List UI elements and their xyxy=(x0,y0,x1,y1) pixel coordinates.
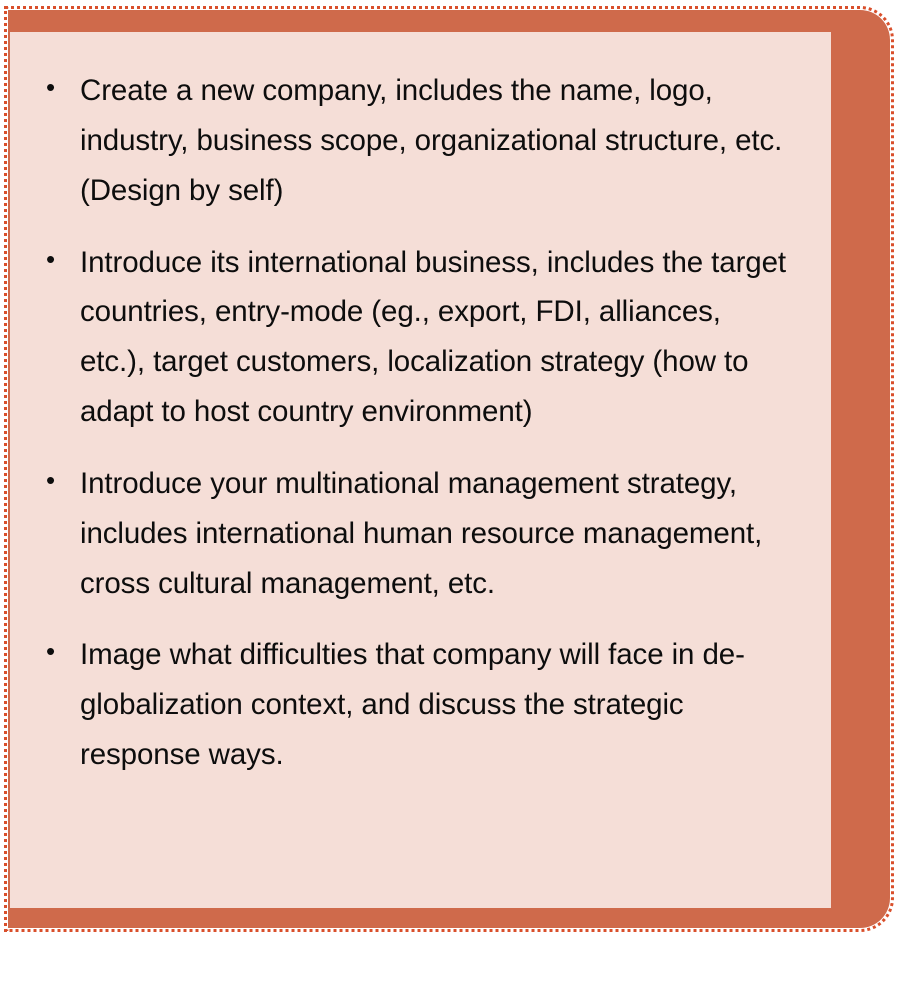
content-panel xyxy=(10,32,831,908)
bullet-icon: • xyxy=(46,72,56,102)
bullet-icon: • xyxy=(46,243,56,274)
list-item xyxy=(26,66,791,216)
bullet-text: Introduce its international business, includes the target countries, entry-mode (eg., export, FDI, alliances, etc.), target customers, localization strategy (how to adapt to host country environment) xyxy=(80,245,787,429)
list-item xyxy=(26,238,791,437)
list-item xyxy=(26,459,791,609)
bullet-text: Introduce your multinational management strategy, includes international human resource management, cross cultural management, etc. xyxy=(80,466,763,600)
bullet-icon: • xyxy=(46,636,56,667)
bullet-text: Image what difficulties that company will face in de-globalization context, and discuss the strategic response ways. xyxy=(80,638,745,772)
bullet-icon: • xyxy=(46,464,56,495)
bullet-list xyxy=(26,66,791,780)
list-item xyxy=(26,630,791,780)
bullet-text: Create a new company, includes the name, logo, industry, business scope, organizational structure, etc. (Design by self) xyxy=(80,74,783,207)
slide-margin-bottom xyxy=(0,940,898,987)
